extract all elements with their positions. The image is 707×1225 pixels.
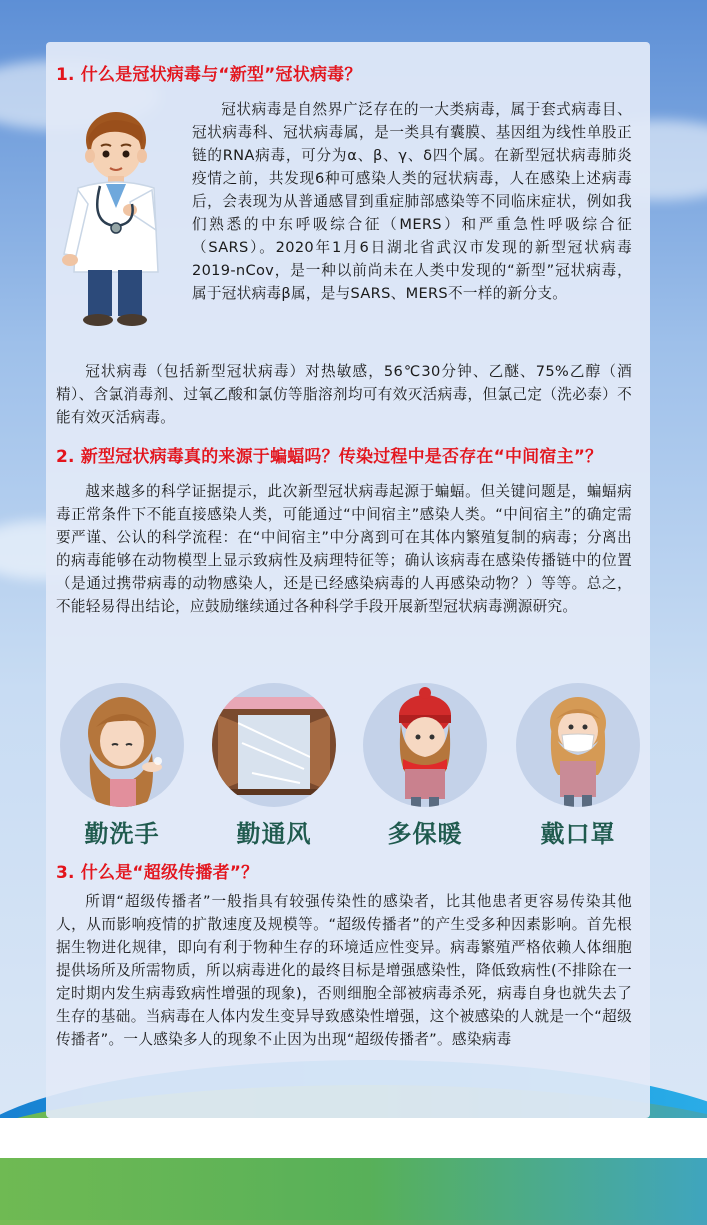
face-mask-icon — [516, 683, 640, 807]
tip-circle-face-mask — [516, 683, 640, 807]
section1-title: 1. 什么是冠状病毒与“新型”冠状病毒？ — [56, 65, 362, 85]
section1-paragraph1: 冠状病毒是自然界广泛存在的一大类病毒，属于套式病毒目、冠状病毒科、冠状病毒属，是一类具有囊膜、基因组为线性单股正链的RNA病毒，可分为α、β、γ、δ四个属。在新型冠状病毒肺炎疫情之前，共发现6种可感染人类的冠状病毒，人在感染上述病毒后，会表现为从普通感冒到重症肺部感染等不同临床症状，例如我们熟悉的中东呼吸综合征（MERS）和严重急性呼吸综合征（SARS）。2020年1月6日湖北省武汉市发现的新型冠状病毒2019-nCov，是一种以前尚未在人类中发现的“新型”冠状病毒，属于冠状病毒β属，是与SARS、MERS不一样的新分支。 — [192, 101, 632, 302]
tip-label-ventilation: 勤通风 — [236, 820, 312, 848]
hand-washing-icon — [60, 683, 184, 807]
section2-title: 2. 新型冠状病毒真的来源于蝙蝠吗？传染过程中是否存在“中间宿主”？ — [56, 447, 603, 467]
tip-label-hand-washing: 勤洗手 — [84, 820, 160, 848]
tip-circle-hand-washing — [60, 683, 184, 807]
bottom-white-strip — [0, 1118, 707, 1158]
tip-label-face-mask: 戴口罩 — [540, 820, 616, 848]
section3-paragraph: 所谓“超级传播者”一般指具有较强传染性的感染者，比其他患者更容易传染其他人，从而影响疫情的扩散速度及规模等。“超级传播者”的产生受多种因素影响。首先根据生物进化规律，即向有利于物种生存的环境适应性变异。病毒繁殖严格依赖人体细胞提供场所及所需物质，所以病毒进化的最终目标是增强感染性，降低致病性(不排除在一定时期内发生病毒致病性增强的现象)，否则细胞全部被病毒杀死，病毒自身也就失去了生存的基础。当病毒在人体内发生变异导致感染性增强，这个被感染的人就是一个“超级传播者”。一人感染多人的现象不止因为出现“超级传播者”。感染病毒 — [56, 893, 632, 1048]
section1-paragraph1-top — [192, 98, 632, 305]
section1-paragraph2: 冠状病毒（包括新型冠状病毒）对热敏感，56℃30分钟、乙醚、75%乙醇（酒精）、含氯消毒剂、过氧乙酸和氯仿等脂溶剂均可有效灭活病毒，但氯己定（洗必泰）不能有效灭活病毒。 — [56, 363, 632, 426]
section2-paragraph: 越来越多的科学证据提示，此次新型冠状病毒起源于蝙蝠。但关键问题是，蝙蝠病毒正常条件下不能直接感染人类，可能通过“中间宿主”感染人类。“中间宿主”的确定需要严谨、公认的科学流程：在“中间宿主”中分离到可在其体内繁殖复制的病毒；分离出的病毒能够在动物模型上显示致病性及病理特征等；确认该病毒在感染传播链中的位置（是通过携带病毒的动物感染人，还是已经感染病毒的人再感染动物？）等等。总之，不能轻易得出结论，应鼓励继续通过各种科学手段开展新型冠状病毒溯源研究。 — [56, 483, 632, 615]
doctor-icon — [52, 104, 182, 330]
tip-label-keep-warm: 多保暖 — [387, 820, 463, 848]
tip-circle-keep-warm — [363, 683, 487, 807]
window-ventilation-icon — [212, 683, 336, 807]
section3-title: 3. 什么是“超级传播者”？ — [56, 863, 259, 883]
tip-circle-ventilation — [212, 683, 336, 807]
keep-warm-icon — [363, 683, 487, 807]
